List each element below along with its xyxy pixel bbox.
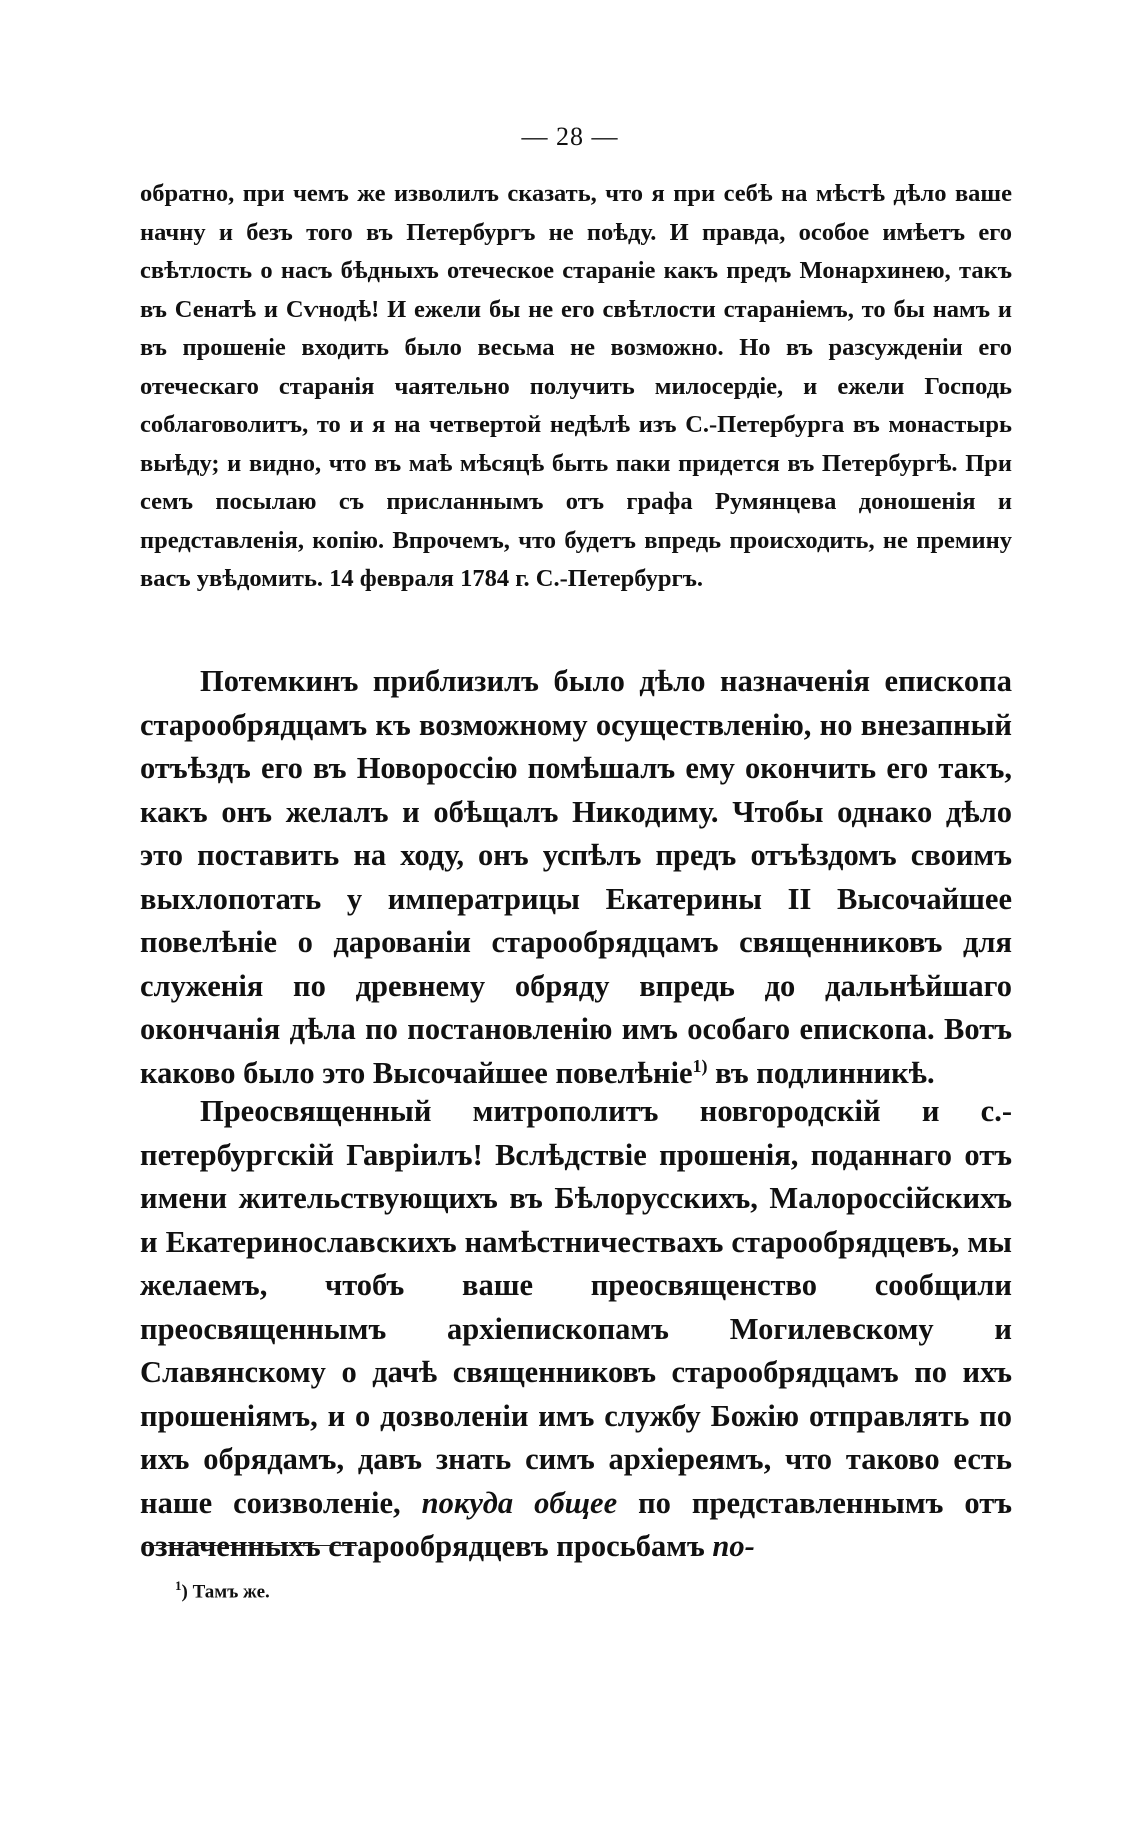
narrative-text-end: въ подлинникѣ. — [707, 1055, 935, 1090]
decree-italic-phrase: покуда общее — [421, 1485, 618, 1520]
narrative-paragraph — [140, 660, 1012, 1095]
footnote-divider — [143, 1545, 358, 1546]
footnote-reference[interactable]: 1) — [692, 1055, 708, 1076]
letter-paragraph: обратно, при чемъ же изволилъ сказать, что я при себѣ на мѣстѣ дѣло ваше начну и безъ того въ Петербургъ не поѣду. И правда, особое имѣетъ его свѣтлость о насъ бѣдныхъ отеческое стараніе какъ предъ Монархинею, такъ въ Сенатѣ и Сѵнодѣ! И ежели бы не его свѣтлости стараніемъ, то бы намъ и въ прошеніе входить было весьма не возможно. Но въ разсужденіи его отеческаго старанія чаятельно получить милосердіе, и ежели Господь соблаговолитъ, то и я на четвертой недѣлѣ изъ С.-Петербурга въ монастырь выѣду; и видно, что въ маѣ мѣсяцѣ быть паки придется въ Петербургѣ. При семъ посылаю съ присланнымъ отъ графа Румянцева доношенія и представленія, копію. Впрочемъ, что будетъ впредь происходить, не премину васъ увѣдомить. 14 февраля 1784 г. С.-Петербургъ. — [140, 180, 1012, 592]
decree-text-continued: по представленнымъ отъ означенныхъ старообрядцевъ просьбамъ — [140, 1485, 1012, 1563]
decree-text: Преосвященный митрополитъ новгородскій и с.-петербургскій Гавріилъ! Вслѣдствіе прошенія, поданнаго отъ имени жительствующихъ въ Бѣлорусскихъ, Малороссійскихъ и Екатеринославскихъ намѣстничествахъ старообрядцевъ, мы желаемъ, чтобъ ваше преосвященство сообщили преосвященнымъ архіепископамъ Могилевскому и Славянскому о дачѣ священниковъ старообрядцамъ по ихъ прошеніямъ, и о дозволеніи имъ службу Божію отправлять по ихъ обрядамъ, давъ знать симъ архіереямъ, что таково есть наше соизволеніе, — [140, 1094, 1012, 1520]
decree-italic-end: по- — [712, 1529, 755, 1563]
footnote — [175, 1578, 270, 1603]
footnote-marker: 1 — [175, 1578, 182, 1593]
decree-paragraph — [140, 1090, 1012, 1569]
narrative-text: Потемкинъ приблизилъ было дѣло назначенія епископа старообрядцамъ къ возможному осуществленію, но внезапный отъѣздъ его въ Новороссію помѣшалъ ему окончить его такъ, какъ онъ желалъ и обѣщалъ Никодиму. Чтобы однако дѣло это поставить на ходу, онъ успѣлъ предъ отъѣздомъ своимъ выхлопотать у императрицы Екатерины II Высочайшее повелѣніе о дарованіи старообрядцамъ священниковъ для служенія по древнему обряду впредь до дальнѣйшаго окончанія дѣла по постановленію имъ особаго епископа. Вотъ каково было это Высочайшее повелѣніе — [140, 664, 1012, 1090]
page-number: — 28 — — [521, 122, 619, 151]
footnote-text: ) Тамъ же. — [181, 1581, 270, 1603]
